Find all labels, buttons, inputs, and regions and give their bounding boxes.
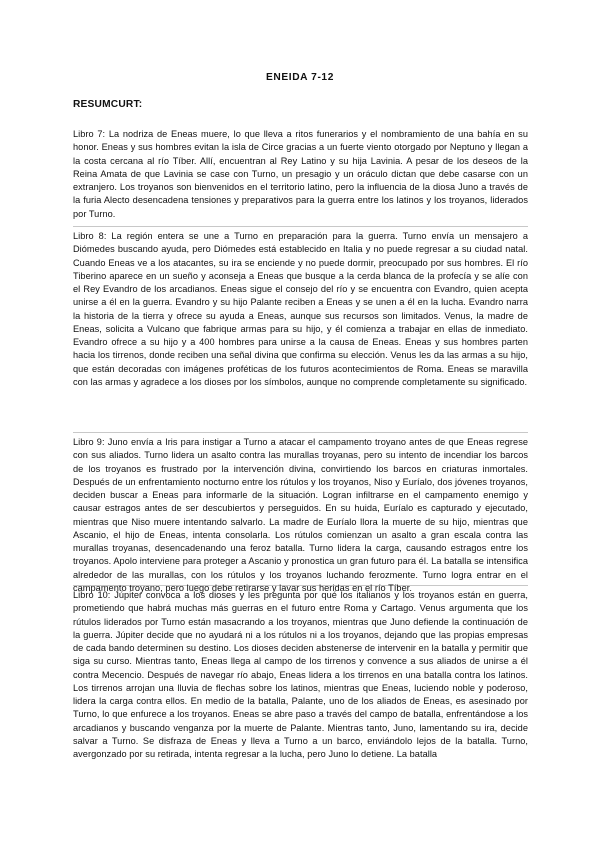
book-8-summary: Libro 8: La región entera se une a Turno en preparación para la guerra. Turno envía un mensajero a Diómedes buscando ayuda, pero Diómedes está establecido en Italia y no puede regresar a su ciudad natal. Cuando Eneas ve a los atacantes, su ira se enciende y no puede dormir, preocupado por sus hombres. El río Tiberino aparece en un sueño y aconseja a Eneas que busque a la cerda blanca de la profecía y se alíe con el Rey Evandro de los arcadianos. Eneas sigue el consejo del río y se encuentra con Evandro, quien acepta unirse a él en la guerra. Evandro y su hijo Palante reciben a Eneas y se unen a él en la lucha. Evandro narra la historia de la tierra y ofrece su ayuda a Eneas, aunque sus recursos son limitados. Venus, la madre de Eneas, solicita a Vulcano que fabrique armas para su hijo, y él comienza a trabajar en ellas de inmediato. Evandro ofrece a su hijo y a 400 hombres para unirse a la causa de Eneas. Eneas y sus hombres parten hacia los tirrenos, donde reciben una señal divina que confirma su elección. Venus les da las armas a su hijo, que están decoradas con imágenes proféticas de los futuros acontecimientos de Roma. Eneas se maravilla con las armas y agradece a los dioses por los símbolos, aunque no comprende completamente su significado. [73,231,528,387]
book-10-summary: Libro 10: Júpiter convoca a los dioses y les pregunta por qué los italianos y los troyanos están en guerra, prometiendo que habrá muchas más guerras en el futuro entre Roma y Cartago. Venus argumenta que los rútulos liderados por Turno están masacrando a los troyanos, mientras que Juno defiende la continuación de la guerra. Júpiter decide que no ayudará ni a los rútulos ni a los troyanos, dejando que las propias empresas de cada bando determinen su destino. Los dioses deciden abstenerse de intervenir en la batalla y permitir que siga su curso. Mientras tanto, Eneas llega al campo de los tirrenos y convence a sus aliados de unirse a él contra Mecencio. Después de navegar río abajo, Eneas lidera a los tirrenos en una batalla contra los latinos. Los tirrenos arrojan una lluvia de flechas sobre los latinos, mientras que Eneas, luciendo noble y poderoso, lidera la carga contra ellos. En medio de la batalla, Palante, uno de los aliados de Eneas, es asesinado por Turno, lo que enfurece a los troyanos. Eneas se abre paso a través del campo de batalla, enfrentándose a los arcadianos y buscando venganza por la muerte de Palante. Mientras tanto, Juno, lamentando su ira, decide salvar a Turno. Se disfraza de Eneas y lleva a Turno a un barco, enviándolo lejos de la batalla. Turno, avergonzado por su retirada, intenta regresar a la lucha, pero Juno lo detiene. La batalla [73,590,528,759]
paragraph-divider [73,226,528,227]
book-9-summary: Libro 9: Juno envía a Iris para instigar a Turno a atacar el campamento troyano antes de que Eneas regrese con sus aliados. Turno lidera un asalto contra las murallas troyanas, pero su intento de incendiar los barcos de los troyanos es frustrado por la intervención divina, convirtiendo los barcos en criaturas inmortales. Después de un enfrentamiento nocturno entre los rútulos y los troyanos, Niso y Euríalo, dos jóvenes troyanos, deciden buscar a Eneas para informarle de la situación. Logran infiltrarse en el campamento enemigo y causar estragos antes de ser descubiertos y perseguidos. En su huida, Euríalo es capturado y ejecutado, mientras que Niso muere intentando salvarlo. La madre de Euríalo llora la muerte de su hijo, mientras que Ascanio, el hijo de Eneas, intenta consolarla. Los rútulos comienzan un asalto a gran escala contra las murallas troyanas, desencadenando una feroz batalla. Turno lidera la carga, causando estragos entre los troyanos. Apolo interviene para proteger a Ascanio y pronostica un gran futuro para él. La batalla se intensifica alrededor de las murallas, con los rútulos y los troyanos luchando ferozmente. Turno logra entrar en el campamento troyano, pero luego debe retirarse y lavar sus heridas en el río Tíber. [73,437,528,593]
paragraph-divider [73,432,528,433]
section-heading: RESUMCURT: [73,99,143,110]
document-title: ENEIDA 7-12 [266,72,334,83]
book-7-summary: Libro 7: La nodriza de Eneas muere, lo que lleva a ritos funerarios y el nombramiento de una bahía en su honor. Eneas y sus hombres evitan la isla de Circe gracias a un fuerte viento otorgado por Neptuno y llegan a la costa cercana al río Tíber. Allí, encuentran al Rey Latino y su hija Lavinia. A pesar de los deseos de la Reina Amata de que Lavinia se case con Turno, un presagio y un oráculo dictan que debe casarse con un extranjero. Los troyanos son bienvenidos en el territorio latino, pero la influencia de la diosa Juno a través de la furia Alecto desencadena tensiones y preparativos para la guerra entre los latinos y los troyanos, liderados por Turno. [73,129,528,219]
